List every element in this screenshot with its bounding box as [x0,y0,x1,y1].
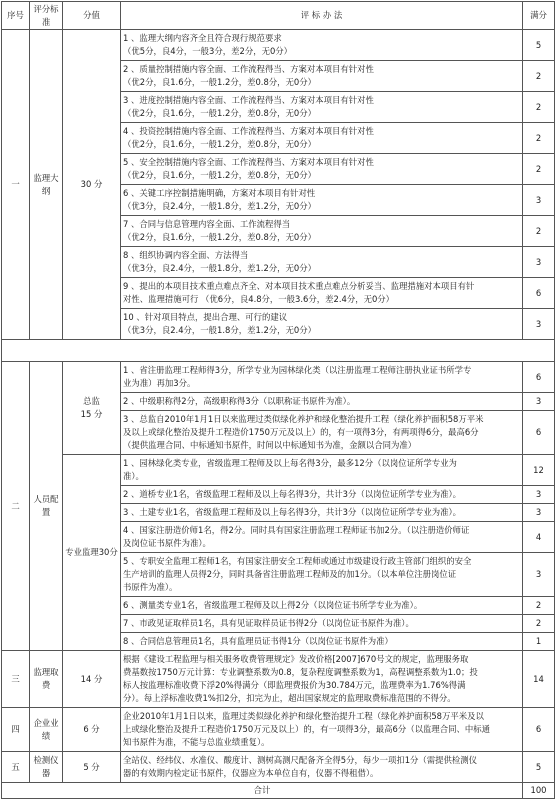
full-score: 2 [523,92,555,123]
method-cell [121,752,523,783]
method-line: （优2分，良1.6分，一般1.2分，差0.8分，无0分） [123,108,316,118]
method-line: （优3分，良2.4分，一般1.8分，差1.2分，无0分） [123,201,316,211]
method-line: （优2分，良1.6分，一般1.2分，差0.8分，无0分） [123,139,316,149]
table-row [2,362,555,393]
method-cell [121,123,523,154]
spacer-cell [2,340,555,362]
full-score: 4 [523,522,555,553]
full-score: 3 [523,393,555,411]
subgroup-name: 总监 [83,396,100,406]
table-row [2,752,555,783]
full-score: 3 [523,309,555,340]
method-line: 7 、市政见证取样员1名，具有见证取样员证书得2分（以岗位证书原件为准）。 [123,618,414,628]
full-score: 6 [523,411,555,455]
method-line: 3 、进度控制措施内容全面、工作流程得当、方案对本项目有针对性 [123,95,374,105]
section-seq: 三 [2,651,30,708]
method-line: 8 、合同信息管理员1名，具有监理员证书得1分（以岗位证书原件为准） [123,636,393,646]
method-line: 上或绿化整治及提升工程造价1750万元及以上）的，有一项得3分，最高6分（以监理合同、中标通 [123,724,490,734]
method-line: 及岗位证书原件为准）。 [123,538,211,548]
method-line: 1 、省注册监理工程师得3分，所学专业为园林绿化类（以注册监理工程师注册执业证书所学专 [123,365,472,375]
full-score: 3 [523,504,555,522]
method-line: 5 、安全控制措施内容全面、工作流程得当、方案对本项目有针对性 [123,157,374,167]
spacer-row [2,340,555,362]
method-cell [121,393,523,411]
method-cell [121,615,523,633]
method-cell [121,486,523,504]
method-cell [121,597,523,615]
method-line: （优2分，良1.6分，一般1.2分，差0.8分，无0分） [123,170,316,180]
section-seq: 四 [2,708,30,752]
full-score: 5 [523,752,555,783]
method-cell [121,708,523,752]
header-row [2,2,555,30]
method-line: 业为准）再加3分。 [123,378,196,388]
section-name: 监理大纲 [30,30,63,340]
scoring-table [1,1,555,799]
subgroup-name: 专业监理30分 [65,547,118,557]
full-score: 6 [523,362,555,393]
section-seq: 二 [2,362,30,651]
section-name: 企业业绩 [30,708,63,752]
full-score: 2 [523,615,555,633]
method-cell [121,185,523,216]
section-seq: 一 [2,30,30,340]
method-cell [121,61,523,92]
full-score: 2 [523,154,555,185]
method-line: 2 、中级职称得2分，高级职称得3分（以职称证书原件为准）。 [123,396,356,406]
method-cell [121,522,523,553]
full-score: 2 [523,597,555,615]
method-cell [121,455,523,486]
full-score: 2 [523,61,555,92]
method-line: 及以上或绿化整治及提升工程造价1750万元及以上）的，有一项得3分，有两项得6分，最高6分 [123,427,479,437]
full-score: 3 [523,185,555,216]
method-line: （优3分，良2.4分，一般1.8分，差1.2分，无0分） [123,325,316,335]
method-line: 器的有效期内检定证书原件，仪器应为本单位自有，仪器不得租借）。 [123,768,379,778]
method-line: 8 、组织协调内容全面、方法得当 [123,250,249,260]
full-score: 3 [523,553,555,597]
method-line: 4 、国家注册造价师1名，得2分。同时具有国家注册监理工程师证书加2分。（以注册造价师证 [123,525,470,535]
subgroup-points: 15 分 [80,409,103,419]
method-line: 对性、监理措施可行 （优6分，良4.8分，一般3.6分，差2.4分，无0分） [123,294,395,304]
method-line: 3 、总监自2010年1月1日以来监理过类似绿化养护和绿化整治提升工程（绿化养护面积58万平米 [123,414,484,424]
method-line: 准）。 [123,471,144,481]
section-name: 检测仪器 [30,752,63,783]
header-criterion: 评分标准 [30,2,63,30]
section-name: 监理取费 [30,651,63,708]
header-full: 满分 [523,2,555,30]
header-points: 分值 [63,2,121,30]
total-row [2,783,555,799]
full-score: 12 [523,455,555,486]
method-cell [121,411,523,455]
section-seq: 五 [2,752,30,783]
method-line: 4 、投资控制措施内容全面、工作流程得当、方案对本项目有针对性 [123,126,374,136]
section-points: 30 分 [63,30,121,340]
method-line: 根据《建设工程监理与相关服务收费管理规定》发改价格[2007]670号文的规定，监理服务取 [123,654,469,664]
method-line: （提供监理合同、中标通知书原件，时间以中标通知书为准，金额以合同为准） [123,440,417,450]
full-score: 3 [523,247,555,278]
method-line: 7 、合同与信息管理内容全面、工作流程得当 [123,219,291,229]
method-line: 3 、土建专业1名，省级监理工程师及以上每名得3分，共计3分（以岗位证所学专业为准）。 [123,507,462,517]
method-cell [121,633,523,651]
method-cell [121,92,523,123]
method-cell [121,504,523,522]
subgroup-label [63,362,121,455]
method-line: 标人按监理标准收费下浮20%得满分（即监理费报价为30.784万元，监理费率为1.76%得满 [123,680,466,690]
method-cell [121,30,523,61]
method-line: 1 、监理大纲内容齐全且符合现行规范要求 [123,33,282,43]
method-cell [121,154,523,185]
method-cell [121,278,523,309]
method-line: 10 、针对项目特点，提出合理、可行的建议 [123,312,288,322]
table-row [2,30,555,61]
method-line: （优5分，良4分，一般3分，差2分，无0分） [123,46,293,56]
full-score: 3 [523,486,555,504]
method-line: 2 、道桥专业1名，省级监理工程师及以上每名得3分，共计3分（以岗位证所学专业为准）。 [123,489,462,499]
section-points: 6 分 [63,708,121,752]
full-score: 5 [523,30,555,61]
method-line: 分）。每上浮标准收费1%扣2分，扣完为止，超出国家规定的监理取费标准范围的不得分。 [123,693,456,703]
method-line: 书原件为准）。 [123,582,178,592]
method-cell [121,553,523,597]
method-line: 2 、质量控制措施内容全面、工作流程得当、方案对本项目有针对性 [123,64,374,74]
full-score: 2 [523,216,555,247]
section-points: 5 分 [63,752,121,783]
method-cell [121,247,523,278]
method-cell [121,309,523,340]
method-line: 生产培训的监理人员得2分，同时具备省注册监理工程师及的加1分。（以本单位注册岗位证 [123,569,457,579]
section-points: 14 分 [63,651,121,708]
total-value: 100 [523,783,555,799]
scoring-table-container [1,1,554,799]
full-score: 1 [523,633,555,651]
full-score: 2 [523,123,555,154]
method-cell [121,362,523,393]
method-cell [121,651,523,708]
section-name: 人员配置 [30,362,63,651]
full-score: 6 [523,708,555,752]
method-line: （优3分，良2.4分，一般1.8分，差1.2分，无0分） [123,263,316,273]
total-label: 合计 [2,783,523,799]
method-line: 6 、测量类专业1名，省级监理工程师及以上得2分（以岗位证书所学专业为准）。 [123,600,423,610]
full-score: 14 [523,651,555,708]
method-line: 知书原件为准，不能与总监业绩重复）。 [123,737,270,747]
method-cell [121,216,523,247]
method-line: （优2分，良1.6分，一般1.2分，差0.8分，无0分） [123,77,316,87]
method-line: 全站仪、经纬仪、水准仪、酸度计、测树高测尺配备齐全得5分，每少一项扣1分（需提供检测仪 [123,755,478,765]
full-score: 6 [523,278,555,309]
method-line: 9 、提出的本项目技术重点难点齐全、对本项目技术重点难点分析妥当、监理措施对本项目有针 [123,281,475,291]
method-line: 6 、关键工序控制措施明确，方案对本项目有针对性 [123,188,316,198]
table-row [2,651,555,708]
method-line: （优2分，良1.6分，一般1.2分，差0.8分，无0分） [123,232,316,242]
subgroup-label [63,455,121,651]
method-line: 1 、园林绿化类专业，省级监理工程师及以上每名得3分，最多12分（以岗位证所学专业为 [123,458,457,468]
header-method: 评 标 办 法 [121,2,523,30]
method-line: 费基数按1750万元计算：专业调整系数为0.8，复杂程度调整系数为1，高程调整系数为1.0；投 [123,667,478,677]
method-line: 5 、专职安全监理工程师1名，有国家注册安全工程师或通过市级建设行政主管部门组织的安全 [123,556,472,566]
header-seq: 序号 [2,2,30,30]
table-row [2,708,555,752]
method-line: 企业2010年1月1日以来，监理过类似绿化养护和绿化整治提升工程（绿化养护面积58万平米及以 [123,711,484,721]
table-row [2,455,555,486]
